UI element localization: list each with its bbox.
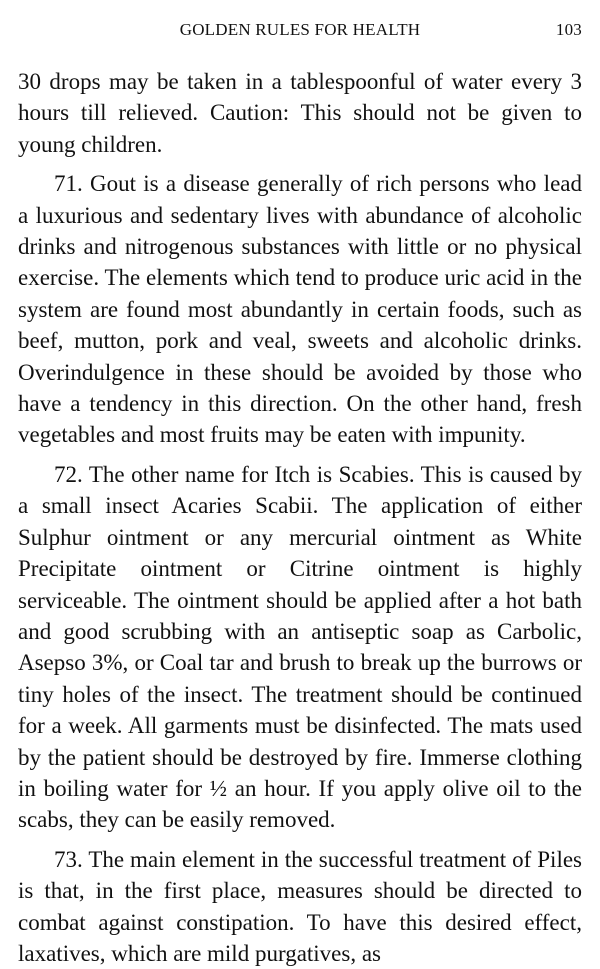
paragraph-71-gout: 71. Gout is a disease generally of rich persons who lead a luxurious and sedentary lives with abundance of alcoholic drinks and nitrogenous substances with little or no physical exercise. The elements which tend to produce uric acid in the system are found most abundantly in certain foods, such as beef, mutton, pork and veal, sweets and alcoholic drinks. Overindulgence in these should be avoided by those who have a tendency in this direction. On the other hand, fresh vegetables and most fruits may be eaten with impunity. — [18, 171, 582, 448]
paragraph-73-piles: 73. The main element in the successful treatment of Piles is that, in the first place, measures should be directed to combat against constipation. To have this desired effect, laxatives, which are mild purgatives, as — [18, 846, 582, 966]
running-title: GOLDEN RULES FOR HEALTH — [179, 20, 421, 39]
paragraph-72-itch: 72. The other name for Itch is Scabies. This is caused by a small insect Acaries Scabii. The application of either Sulphur ointment or any mercurial ointment as White Precipitate ointment or Citrine ointment is highly serviceable. The ointment should be applied after a hot bath and good scrubbing with an antiseptic soap as Carbolic, Asepso 3%, or Coal tar and brush to break up the burrows or tiny holes of the insect. The treatment should be continued for a week. All garments must be disinfected. The mats used by the patient should be destroyed by fire. Immerse clothing in boiling water for ½ an hour. If you apply olive oil to the scabs, they can be easily removed. — [18, 461, 582, 833]
body-text — [18, 66, 582, 969]
running-head — [18, 18, 582, 48]
paragraph-continuation: 30 drops may be taken in a tablespoonful of water every 3 hours till relieved. Caution: This should not be given to young children. — [18, 69, 582, 157]
book-page — [18, 18, 582, 969]
page-number: 103 — [555, 20, 582, 39]
